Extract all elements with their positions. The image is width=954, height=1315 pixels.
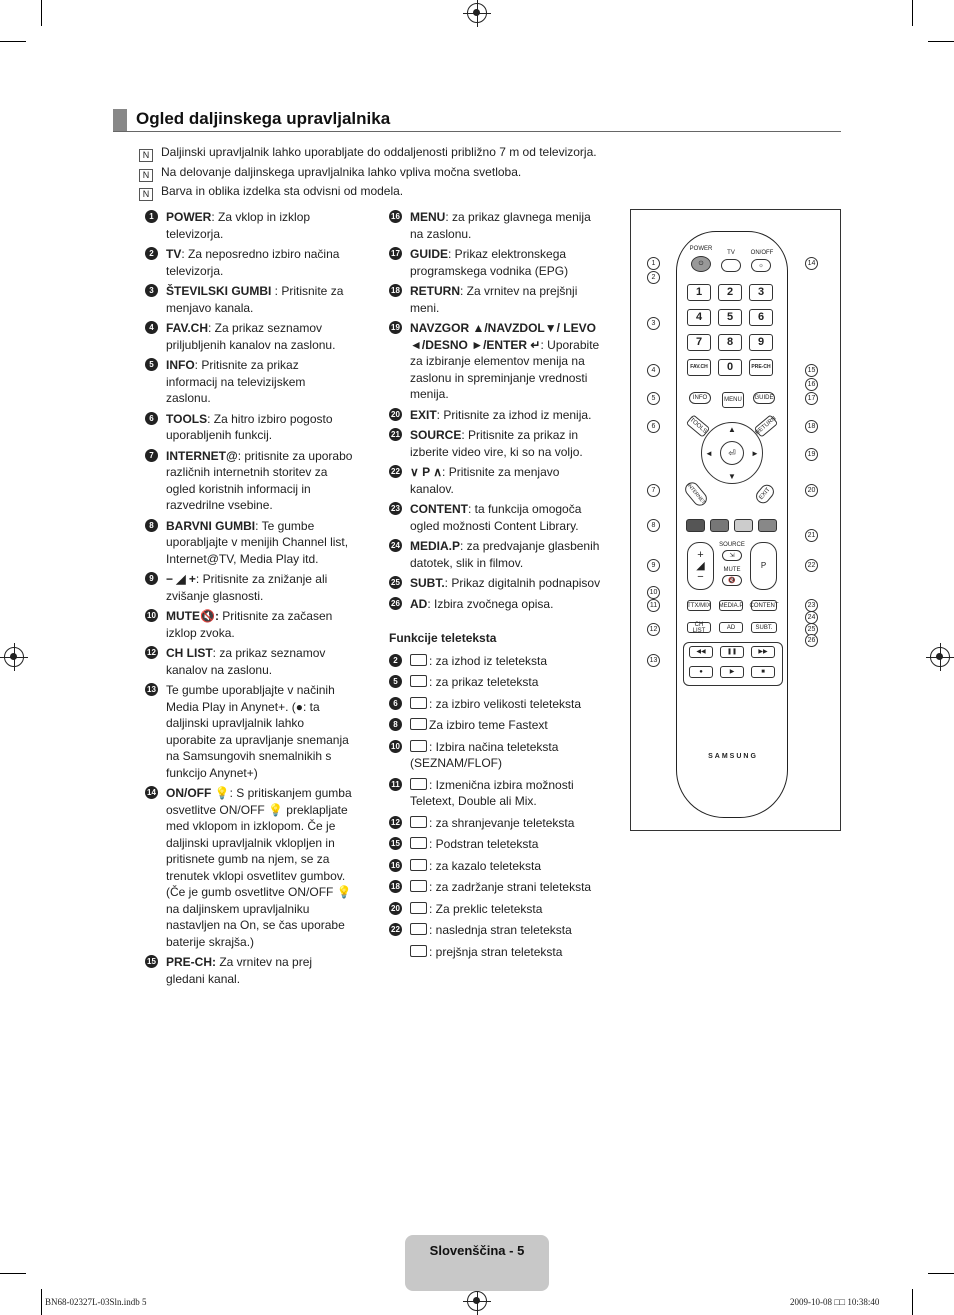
button-name: POWER	[166, 210, 212, 224]
pause-button: ❚❚	[720, 646, 744, 658]
callout-marker: 17	[805, 392, 818, 405]
teletext-key-icon	[410, 675, 427, 687]
button-name: MEDIA.P	[410, 539, 461, 553]
callout-number: 25	[389, 576, 402, 589]
legend-item	[145, 608, 353, 641]
callout-marker: 1	[647, 257, 660, 270]
callout-number: 22	[389, 923, 402, 936]
legend-item	[389, 575, 601, 592]
button-name: CONTENT	[410, 502, 468, 516]
legend-item	[389, 538, 601, 571]
teletext-key-icon	[410, 902, 427, 914]
description-text: : Pritisnite za znižanje ali zvišanje glasnosti.	[166, 572, 328, 603]
legend-item	[389, 596, 601, 613]
description-text: : za prikaz glavnega menija na zaslonu.	[410, 210, 591, 241]
button-name: FAV.CH	[166, 321, 209, 335]
description-text: : Podstran teleteksta	[429, 837, 539, 851]
page-footer: Slovenščina - 5	[429, 1243, 525, 1258]
description-text: : Pritisnite za prikaz informacij na televizijskem zaslonu.	[166, 358, 306, 405]
record-button: ●	[689, 666, 713, 678]
description-text: : Za preklic teleteksta	[429, 901, 543, 916]
crop-mark	[928, 1273, 954, 1274]
description-text: : Te gumbe uporabljajte v menijih Channel list, Internet@TV, Media Play itd.	[166, 518, 349, 566]
legend-item	[145, 411, 353, 444]
button-name: SOURCE	[410, 428, 462, 442]
digit-button: 3	[749, 284, 773, 301]
right-arrow-icon: ►	[751, 449, 759, 458]
menu-button: MENU	[722, 392, 744, 408]
enter-button: ⏎	[720, 441, 744, 465]
remote-control-illustration	[676, 231, 788, 818]
callout-marker: 18	[805, 420, 818, 433]
teletext-item	[389, 858, 601, 875]
callout-marker: 25	[805, 623, 818, 636]
callout-marker: 13	[647, 654, 660, 667]
teletext-item	[389, 717, 601, 734]
digit-button: 7	[687, 334, 711, 351]
callout-number: 2	[389, 654, 402, 667]
light-button: ☼	[751, 259, 771, 272]
callout-marker: 16	[805, 378, 818, 391]
legend-item	[145, 320, 353, 353]
rewind-button: ◀◀	[689, 646, 713, 658]
registration-mark-icon	[930, 647, 950, 667]
callout-number: 20	[389, 902, 402, 915]
legend-item	[145, 448, 353, 514]
teletext-item	[389, 879, 601, 896]
teletext-key-icon	[410, 880, 427, 892]
description-column-2	[389, 209, 601, 965]
legend-item	[145, 357, 353, 407]
title-rule	[113, 131, 841, 132]
description-text: : za shranjevanje teleteksta	[429, 815, 575, 830]
crop-mark	[0, 1273, 26, 1274]
description-text: : prejšnja stran teleteksta	[429, 944, 563, 959]
down-arrow-icon: ▼	[728, 472, 736, 481]
legend-item	[145, 682, 353, 781]
page-title: Ogled daljinskega upravljalnika	[136, 109, 391, 128]
callout-marker: 3	[647, 317, 660, 330]
callout-marker: 2	[647, 271, 660, 284]
description-text: : za zadržanje strani teleteksta	[429, 880, 592, 894]
power-label: POWER	[689, 246, 713, 252]
tv-button	[721, 259, 741, 272]
file-info: BN68-02327L-03Sln.indb 5	[45, 1297, 147, 1307]
teletext-key-icon	[410, 778, 427, 790]
legend-item	[389, 501, 601, 534]
description-text: : Izmenična izbira možnosti Teletext, Double ali Mix.	[410, 777, 574, 808]
description-text: : Prikaz elektronskega programskega vodnika (EPG)	[410, 247, 569, 278]
callout-number: 22	[389, 465, 402, 478]
teletext-item	[389, 653, 601, 670]
callout-number: 2	[145, 247, 158, 260]
callout-number: 18	[389, 880, 402, 893]
button-name: TV	[166, 247, 182, 261]
teletext-item	[389, 922, 601, 939]
channel-rocker	[750, 542, 777, 590]
teletext-key-icon	[410, 654, 427, 666]
button-name: SUBT.	[410, 576, 445, 590]
volume-rocker: + ◢ −	[687, 542, 714, 590]
callout-number: 5	[145, 358, 158, 371]
description-column-1	[145, 209, 353, 991]
crop-mark	[912, 0, 913, 26]
button-name: AD	[410, 596, 428, 611]
legend-item	[389, 427, 601, 460]
play-button: ▶	[720, 666, 744, 678]
callout-number: 19	[389, 321, 402, 334]
teletext-item	[389, 696, 601, 713]
print-timestamp: 2009-10-08 □□ 10:38:40	[790, 1297, 880, 1307]
callout-number: 17	[389, 247, 402, 260]
return-button: RETURN	[754, 415, 778, 437]
callout-number: 8	[389, 718, 402, 731]
description-text: : naslednja stran teleteksta	[429, 923, 572, 937]
callout-number: 5	[389, 675, 402, 688]
callout-number: 23	[389, 502, 402, 515]
callout-number: 15	[389, 837, 402, 850]
description-text: : za izhod iz teleteksta	[429, 653, 548, 668]
description-text: : Za vrnitev na prejšnji meni.	[410, 284, 578, 315]
tv-label: TV	[727, 250, 735, 256]
callout-marker: 21	[805, 529, 818, 542]
crop-mark	[41, 1289, 42, 1315]
button-name: BARVNI GUMBI	[166, 518, 256, 533]
callout-number: 16	[389, 859, 402, 872]
media-p-button: MEDIA.P	[719, 600, 743, 611]
callout-number: 12	[145, 646, 158, 659]
legend-item	[389, 209, 601, 242]
teletext-item	[389, 944, 601, 961]
description-text: : Pritisnite za menjavo kanalov.	[410, 465, 560, 496]
mute-button: 🔇	[722, 575, 742, 586]
teletext-key-icon	[410, 718, 427, 730]
exit-button: EXIT	[753, 482, 777, 506]
callout-marker: 12	[647, 623, 660, 636]
button-name: ∨ P ∧	[410, 465, 443, 479]
description-text: Za izbiro teme Fastext	[429, 718, 548, 732]
button-name: NAVZGOR ▲/NAVZDOL▼/ LEVO ◄/DESNO ►/ENTER ↵	[410, 321, 596, 352]
button-name: GUIDE	[410, 247, 449, 261]
callout-number: 7	[145, 449, 158, 462]
description-text: : Prikaz digitalnih podnapisov	[444, 576, 601, 590]
digit-button: 8	[718, 334, 742, 351]
description-text: : za prikaz seznamov kanalov na zaslonu.	[166, 646, 326, 677]
description-text: : Za hitro izbiro pogosto uporabljenih funkcij.	[166, 411, 333, 442]
crop-mark	[928, 41, 954, 42]
note-icon: N	[139, 188, 153, 201]
teletext-key-icon	[410, 923, 427, 935]
power-button: ⏻	[691, 256, 711, 272]
description-text: : za izbiro velikosti teleteksta	[429, 696, 582, 711]
description-text: : pritisnite za uporabo različnih internetnih storitev za ogled koristnih informacij in razvedrilne vsebine.	[166, 448, 353, 512]
button-name: ON/OFF	[166, 786, 212, 800]
callout-number: 10	[145, 609, 158, 622]
callout-number: 12	[389, 816, 402, 829]
callout-marker: 20	[805, 484, 818, 497]
content-button: CONTENT	[751, 600, 777, 611]
digit-button: 2	[718, 284, 742, 301]
mute-label: MUTE	[723, 567, 741, 573]
callout-marker: 19	[805, 448, 818, 461]
digit-button: 6	[749, 309, 773, 326]
callout-marker: 7	[647, 484, 660, 497]
description-text: Za vrnitev na prej gledani kanal.	[166, 955, 313, 986]
teletext-item	[389, 901, 601, 918]
teletext-item	[389, 777, 601, 810]
callout-marker: 11	[647, 599, 660, 612]
callout-number: 18	[389, 284, 402, 297]
description-text: 💡: S pritiskanjem gumba osvetlitve ON/OFF 💡 preklapljate med vklopom in izklopom. Če je daljinski upravljalnik vklopljen in pritisnete gumb na njem, se za trenutek vklopi osvetlitev gumbov. (Če je gumb osvetlitve ON/OFF 💡 na daljinskem upravljalniku nastavljen na On, se čas uporabe baterije skrajša.)	[166, 786, 352, 949]
green-button	[710, 519, 729, 532]
legend-item	[145, 954, 353, 987]
callout-number: 1	[145, 210, 158, 223]
guide-button: GUIDE	[753, 392, 775, 404]
description-text: : Pritisnite za izhod iz menija.	[436, 407, 592, 422]
button-name: ŠTEVILSKI GUMBI	[166, 284, 272, 298]
crop-mark	[41, 0, 42, 26]
digit-button: 0	[718, 359, 742, 376]
description-text: : ta funkcija omogoča ogled možnosti Content Library.	[410, 502, 582, 533]
button-name: PRE-CH:	[166, 955, 216, 969]
callout-marker: 4	[647, 364, 660, 377]
crop-mark	[0, 41, 26, 42]
callout-number: 8	[145, 519, 158, 532]
teletext-item	[389, 836, 601, 853]
callout-number: 14	[145, 786, 158, 799]
digit-button: 5	[718, 309, 742, 326]
callout-number: 3	[145, 284, 158, 297]
ttx-mix-button: TTX/MIX	[687, 600, 711, 611]
button-name: CH LIST	[166, 646, 213, 660]
callout-marker: 23	[805, 599, 818, 612]
up-arrow-icon: ▲	[728, 425, 736, 434]
teletext-key-icon	[410, 740, 427, 752]
description-text: : Uporabite za izbiranje elementov menija na zaslonu in spreminjanje vrednosti menija.	[410, 337, 600, 401]
blue-button	[758, 519, 777, 532]
legend-item	[145, 645, 353, 678]
description-text: : za predvajanje glasbenih datotek, slik in filmov.	[410, 539, 600, 570]
button-name: − ◢ +	[166, 572, 196, 586]
callout-number: 9	[145, 572, 158, 585]
button-name: MUTE🔇:	[166, 609, 219, 623]
digit-button: 1	[687, 284, 711, 301]
fast-forward-button: ▶▶	[751, 646, 775, 658]
brand-logo: SAMSUNG	[708, 753, 758, 760]
crop-mark	[912, 1289, 913, 1315]
description-text: : Za prikaz seznamov priljubljenih kanalov na zaslonu.	[166, 321, 336, 352]
callout-number: 6	[145, 412, 158, 425]
teletext-key-icon	[410, 945, 427, 957]
legend-item	[145, 785, 353, 950]
internet-button: INTERNET	[682, 480, 709, 509]
legend-item	[145, 283, 353, 316]
tools-button: TOOLS	[686, 414, 711, 437]
description-text: : Pritisnite za menjavo kanala.	[166, 284, 344, 315]
description-text: : za kazalo teleteksta	[429, 858, 542, 873]
legend-item	[145, 246, 353, 279]
callout-marker: 14	[805, 257, 818, 270]
callout-number: 15	[145, 955, 158, 968]
note: N Barva in oblika izdelka sta odvisni od modela.	[139, 184, 403, 201]
callout-number: 16	[389, 210, 402, 223]
source-label: SOURCE	[719, 542, 745, 548]
callout-marker: 5	[647, 392, 660, 405]
left-arrow-icon: ◄	[705, 449, 713, 458]
description-text: : Za neposredno izbiro načina televizorja.	[166, 247, 340, 278]
legend-item	[389, 246, 601, 279]
channel-label: P	[760, 561, 767, 570]
teletext-item	[389, 739, 601, 772]
legend-item	[145, 518, 353, 568]
callout-number: 6	[389, 697, 402, 710]
description-text: : Izbira zvočnega opisa.	[427, 596, 554, 611]
onoff-label: ON/OFF	[750, 250, 774, 256]
description-text: : Za vklop in izklop televizorja.	[166, 210, 311, 241]
registration-mark-icon	[4, 647, 24, 667]
description-text: : Izbira načina teleteksta (SEZNAM/FLOF)	[410, 739, 559, 770]
callout-marker: 6	[647, 420, 660, 433]
registration-mark-icon	[467, 1291, 487, 1311]
teletext-heading: Funkcije teleteksta	[389, 631, 497, 645]
callout-marker: 10	[647, 586, 660, 599]
stop-button: ■	[751, 666, 775, 678]
description-text: Pritisnite za začasen izklop zvoka.	[166, 609, 333, 640]
description-text: : za prikaz teleteksta	[429, 675, 539, 689]
teletext-key-icon	[410, 859, 427, 871]
button-name: MENU	[410, 210, 446, 224]
title-marker	[113, 109, 127, 131]
callout-marker: 15	[805, 364, 818, 377]
description-text: Te gumbe uporabljajte v načinih Media Play in Anynet+. (●: ta daljinski upravljalnik lahko uporabite za upravljanje snemanja na Samsungovih snemalnikih s funkcijo Anynet+)	[166, 683, 349, 780]
teletext-key-icon	[410, 816, 427, 828]
legend-item	[389, 320, 601, 403]
button-name: RETURN	[410, 284, 460, 298]
legend-item	[389, 283, 601, 316]
digit-button: 4	[687, 309, 711, 326]
ad-button: AD	[719, 622, 743, 633]
ch-list-button: CH LIST	[687, 622, 711, 633]
button-name: EXIT	[410, 407, 437, 422]
legend-item	[145, 209, 353, 242]
teletext-item	[389, 674, 601, 691]
callout-number: 13	[145, 683, 158, 696]
legend-item	[389, 407, 601, 424]
red-button	[686, 519, 705, 532]
digit-button: 9	[749, 334, 773, 351]
button-name: INFO	[166, 358, 195, 372]
subt-button: SUBT.	[751, 622, 777, 633]
callout-number: 10	[389, 740, 402, 753]
source-button: ⇲	[722, 550, 742, 561]
legend-item	[389, 464, 601, 497]
teletext-key-icon	[410, 837, 427, 849]
callout-number: 20	[389, 408, 402, 421]
button-name: TOOLS	[166, 411, 208, 426]
digit-button: PRE-CH	[749, 359, 773, 376]
callout-number: 24	[389, 539, 402, 552]
callout-number: 21	[389, 428, 402, 441]
note: N Daljinski upravljalnik lahko uporabljate do oddaljenosti približno 7 m od televizorja.	[139, 145, 597, 162]
info-button: INFO	[689, 392, 711, 404]
callout-marker: 24	[805, 611, 818, 624]
callout-number: 11	[389, 778, 402, 791]
yellow-button	[734, 519, 753, 532]
teletext-list	[389, 653, 601, 961]
callout-marker: 9	[647, 559, 660, 572]
callout-marker: 8	[647, 519, 660, 532]
note-icon: N	[139, 149, 153, 162]
callout-number: 4	[145, 321, 158, 334]
registration-mark-icon	[467, 3, 487, 23]
button-name: INTERNET@	[166, 448, 238, 463]
number-pad	[687, 284, 777, 384]
teletext-item	[389, 815, 601, 832]
note-icon: N	[139, 169, 153, 182]
description-text: : Pritisnite za prikaz in izberite video vire, ki so na voljo.	[410, 428, 583, 459]
digit-button: FAV.CH	[687, 359, 711, 376]
note: N Na delovanje daljinskega upravljalnika lahko vpliva močna svetloba.	[139, 165, 521, 182]
legend-item	[145, 571, 353, 604]
callout-marker: 22	[805, 559, 818, 572]
callout-marker: 26	[805, 634, 818, 647]
callout-number: 26	[389, 597, 402, 610]
teletext-key-icon	[410, 697, 427, 709]
